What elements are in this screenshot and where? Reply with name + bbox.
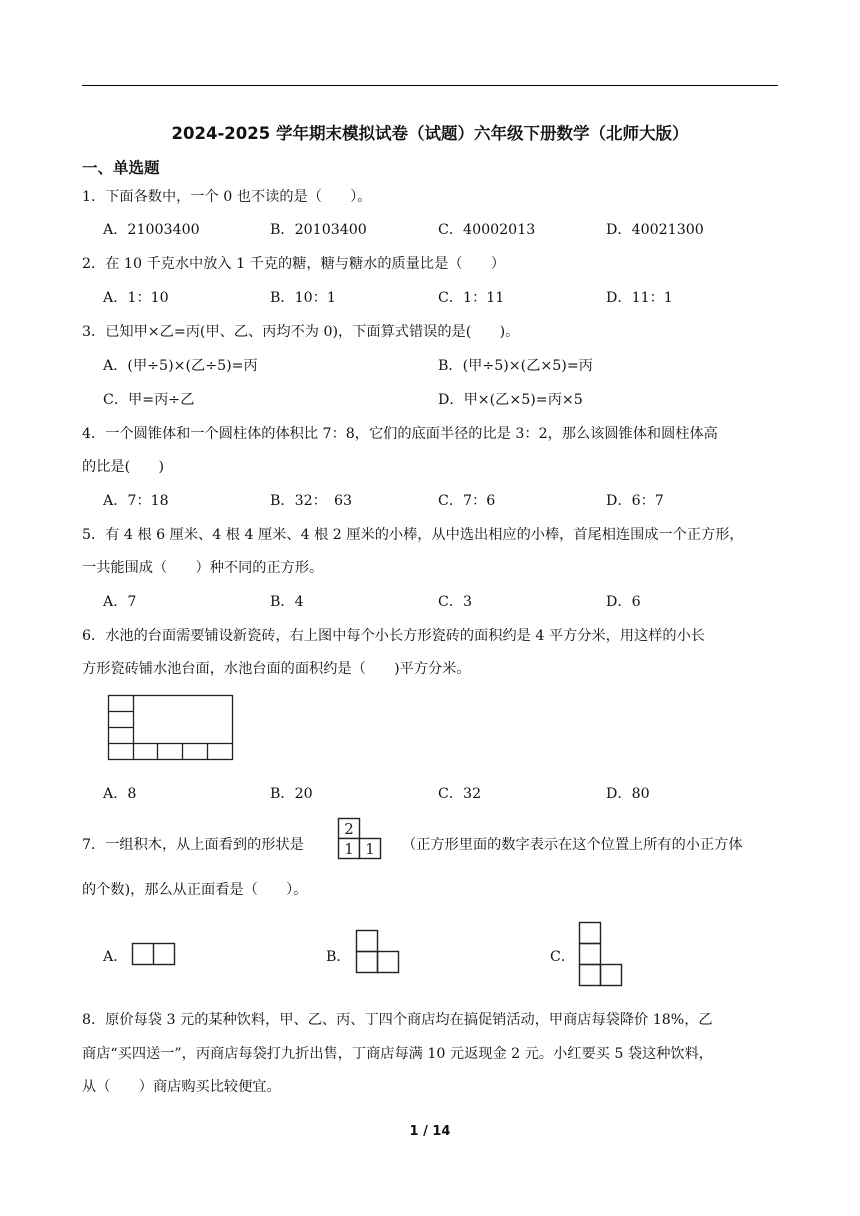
- q1-option-d: D．40021300: [606, 222, 704, 238]
- top-view-number-1: 2: [344, 820, 354, 838]
- q6-option-d: D．80: [606, 786, 650, 802]
- q3-option-a: A．(甲÷5)×(乙÷5)=丙: [103, 358, 258, 374]
- question-5-text-line1: 5．有 4 根 6 厘米、4 根 4 厘米、4 根 2 厘米的小棒，从中选出相应的小棒，首尾相连围成一个正方形，: [82, 527, 744, 543]
- top-view-number-3: 1: [365, 840, 375, 858]
- top-view-figure: [337, 816, 383, 862]
- page-number: 1 / 14: [409, 1124, 451, 1139]
- q1-option-c: C．40002013: [438, 222, 536, 238]
- q5-option-a: A．7: [103, 594, 137, 610]
- q5-option-d: D．6: [606, 594, 641, 610]
- q4-option-c: C．7：6: [438, 493, 496, 509]
- q7-option-c-figure: [579, 922, 623, 987]
- q1-option-b: B．20103400: [270, 222, 367, 238]
- q4-option-d: D．6：7: [606, 493, 664, 509]
- question-8-text-line1: 8．原价每袋 3 元的某种饮料，甲、乙、丙、丁四个商店均在搞促销活动，甲商店每袋降价 18%，乙: [82, 1012, 713, 1028]
- q3-option-b: B．(甲÷5)×(乙×5)=丙: [438, 358, 593, 374]
- q4-option-a: A．7：18: [103, 493, 169, 509]
- q6-option-b: B．20: [270, 786, 313, 802]
- tile-diagram: [108, 695, 234, 761]
- question-8-text-line2: 商店“买四送一”，丙商店每袋打九折出售，丁商店每满 10 元返现金 2 元。小红要买 5 袋这种饮料，: [82, 1046, 713, 1062]
- q6-option-a: A．8: [103, 786, 137, 802]
- q7-option-a: A．: [103, 949, 128, 965]
- q3-option-c: C．甲=丙÷乙: [103, 392, 195, 408]
- question-8-text-line3: 从（ ）商店购买比较便宜。: [82, 1079, 281, 1095]
- q7-option-b: B．: [326, 949, 351, 965]
- q7-option-a-figure: [132, 943, 176, 966]
- question-4-text-line1: 4．一个圆锥体和一个圆柱体的体积比 7：8，它们的底面半径的比是 3：2，那么该圆锥体和圆柱体高: [82, 426, 718, 442]
- q2-option-b: B．10：1: [270, 290, 336, 306]
- q5-option-c: C．3: [438, 594, 473, 610]
- question-6-text-line1: 6．水池的台面需要铺设新瓷砖，右上图中每个小长方形瓷砖的面积约是 4 平方分米，用这样的小长: [82, 628, 705, 644]
- q7-option-b-figure: [356, 930, 400, 974]
- q5-option-b: B．4: [270, 594, 304, 610]
- q6-option-c: C．32: [438, 786, 482, 802]
- q1-option-a: A．21003400: [103, 222, 200, 238]
- section-heading: 一、单选题: [82, 159, 160, 177]
- question-7-text-part1: 7．一组积木，从上面看到的形状是: [82, 837, 304, 853]
- q2-option-d: D．11：1: [606, 290, 673, 306]
- question-2-text: 2．在 10 千克水中放入 1 千克的糖，糖与糖水的质量比是（ ）: [82, 256, 506, 272]
- question-1-text: 1．下面各数中，一个 0 也不读的是（ ）。: [82, 189, 372, 205]
- page-title: 2024-2025 学年期末模拟试卷（试题）六年级下册数学（北师大版）: [171, 124, 689, 143]
- question-7-text-line2: 的个数)，那么从正面看是（ ）。: [82, 882, 308, 898]
- q7-option-c: C．: [550, 949, 576, 965]
- question-7-text-part2: （正方形里面的数字表示在这个位置上所有的小正方体: [402, 837, 743, 853]
- q3-option-d: D．甲×(乙×5)=丙×5: [438, 392, 583, 408]
- question-3-text: 3．已知甲×乙=丙(甲、乙、丙均不为 0)，下面算式错误的是( )。: [82, 324, 520, 340]
- question-5-text-line2: 一共能围成（ ）种不同的正方形。: [82, 560, 324, 576]
- q2-option-a: A．1：10: [103, 290, 169, 306]
- q2-option-c: C．1：11: [438, 290, 505, 306]
- question-4-text-line2: 的比是( ): [82, 459, 165, 475]
- header-rule: [82, 85, 778, 86]
- q4-option-b: B．32： 63: [270, 493, 352, 509]
- question-6-text-line2: 方形瓷砖铺水池台面，水池台面的面积约是（ )平方分米。: [82, 661, 471, 677]
- top-view-number-2: 1: [344, 840, 354, 858]
